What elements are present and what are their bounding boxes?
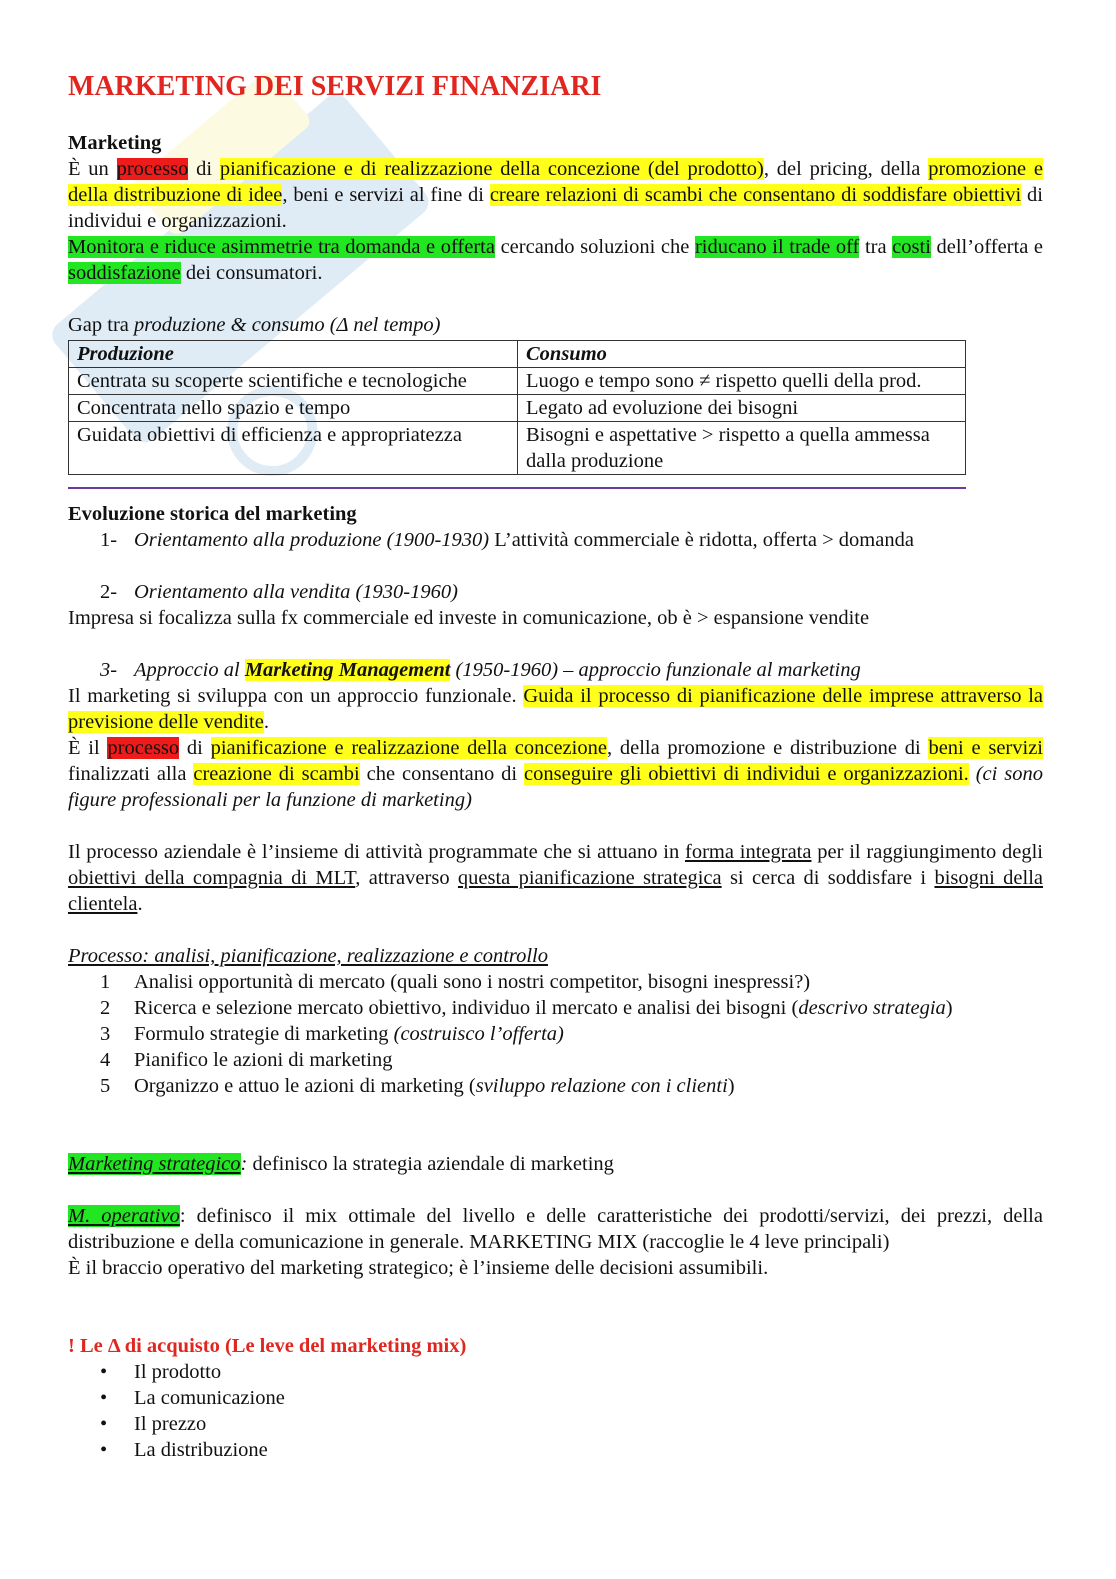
- table-row: [69, 395, 966, 422]
- divider-line: [68, 487, 966, 489]
- leve-list: [68, 1359, 1043, 1463]
- table-header-row: [69, 341, 966, 368]
- list-item: 1 Analisi opportunità di mercato (quali sono i nostri competitor, bisogni inespressi?): [100, 971, 811, 993]
- processo-paragraph: Il processo aziendale è l’insieme di attività programmate che si attuano in forma integrata per il raggiungimento degli obiettivi della compagnia di MLT, attraverso questa pianificazione strategica si cerca di soddisfare i bisogni della clientela.: [68, 841, 1043, 915]
- header-produzione: Produzione: [69, 341, 518, 368]
- table-cell: Centrata su scoperte scientifiche e tecnologiche: [69, 368, 518, 395]
- table-cell: Luogo e tempo sono ≠ rispetto quelli della prod.: [518, 368, 966, 395]
- section-heading-marketing: Marketing: [68, 132, 162, 154]
- list-item: 2 Ricerca e selezione mercato obiettivo, individuo il mercato e analisi dei bisogni (descrivo strategia): [100, 997, 953, 1019]
- mm-paragraph-2: È il processo di pianificazione e realizzazione della concezione, della promozione e distribuzione di beni e servizi finalizzati alla creazione di scambi che consentano di conseguire gli obiettivi di individui e organizzazioni. (ci sono figure professionali per la funzione di marketing): [68, 737, 1043, 811]
- marketing-operativo-2: È il braccio operativo del marketing strategico; è l’insieme delle decisioni assumibili.: [68, 1257, 769, 1279]
- mm-paragraph-1: Il marketing si sviluppa con un approccio funzionale. Guida il processo di pianificazione delle imprese attraverso la previsione delle vendite.: [68, 685, 1043, 733]
- list-item: • La comunicazione: [100, 1387, 285, 1409]
- gap-table: [68, 340, 966, 475]
- list-item: 4 Pianifico le azioni di marketing: [100, 1049, 393, 1071]
- bullet-icon: •: [100, 1439, 108, 1461]
- header-consumo: Consumo: [518, 341, 966, 368]
- evolution-list-3: [68, 657, 1043, 683]
- evolution-list-2: [68, 579, 1043, 605]
- processo-steps: [68, 969, 1043, 1099]
- page-title: MARKETING DEI SERVIZI FINANZIARI: [68, 71, 602, 102]
- table-row: [69, 422, 966, 475]
- list-item: 3 Formulo strategie di marketing (costruisco l’offerta): [100, 1023, 564, 1045]
- bullet-icon: •: [100, 1387, 108, 1409]
- list-item: • La distribuzione: [100, 1439, 268, 1461]
- list-item: 2- Orientamento alla vendita (1930-1960): [100, 581, 458, 603]
- list-item: 3- Approccio al Marketing Management (1950-1960) – approccio funzionale al marketing: [100, 659, 861, 681]
- evolution-list: [68, 527, 1043, 553]
- marketing-asymmetry: Monitora e riduce asimmetrie tra domanda e offerta cercando soluzioni che riducano il trade off tra costi dell’offerta e soddisfazione dei consumatori.: [68, 236, 1043, 284]
- bullet-icon: •: [100, 1413, 108, 1435]
- section-heading-evoluzione: Evoluzione storica del marketing: [68, 503, 357, 525]
- table-cell: Bisogni e aspettative > rispetto a quella ammessa dalla produzione: [518, 422, 966, 475]
- table-cell: Concentrata nello spazio e tempo: [69, 395, 518, 422]
- marketing-strategico: Marketing strategico: definisco la strategia aziendale di marketing: [68, 1153, 614, 1175]
- list-item: • Il prezzo: [100, 1413, 207, 1435]
- list-item: 1- Orientamento alla produzione (1900-1930) L’attività commerciale è ridotta, offerta > domanda: [100, 529, 914, 551]
- evolution-text-2: Impresa si focalizza sulla fx commerciale ed investe in comunicazione, ob è > espansione vendite: [68, 607, 870, 629]
- list-item: 5 Organizzo e attuo le azioni di marketing (sviluppo relazione con i clienti): [100, 1075, 735, 1097]
- bullet-icon: •: [100, 1361, 108, 1383]
- document-page: [68, 70, 1043, 1463]
- processo-heading: Processo: analisi, pianificazione, realizzazione e controllo: [68, 945, 548, 967]
- table-row: [69, 368, 966, 395]
- list-item: • Il prodotto: [100, 1361, 222, 1383]
- leve-heading: ! Le Δ di acquisto (Le leve del marketing mix): [68, 1335, 467, 1357]
- marketing-definition: È un processo di pianificazione e di realizzazione della concezione (del prodotto), del pricing, della promozione e della distribuzione di idee, beni e servizi al fine di creare relazioni di scambi che consentano di soddisfare obiettivi di individui e organizzazioni.: [68, 158, 1044, 232]
- marketing-operativo: M. operativo: definisco il mix ottimale del livello e delle caratteristiche dei prodotti/servizi, dei prezzi, della distribuzione e della comunicazione in generale. MARKETING MIX (raccoglie le 4 leve principali): [68, 1205, 1043, 1253]
- table-cell: Legato ad evoluzione dei bisogni: [518, 395, 966, 422]
- table-cell: Guidata obiettivi di efficienza e appropriatezza: [69, 422, 518, 475]
- gap-caption: Gap tra produzione & consumo (Δ nel tempo): [68, 314, 441, 336]
